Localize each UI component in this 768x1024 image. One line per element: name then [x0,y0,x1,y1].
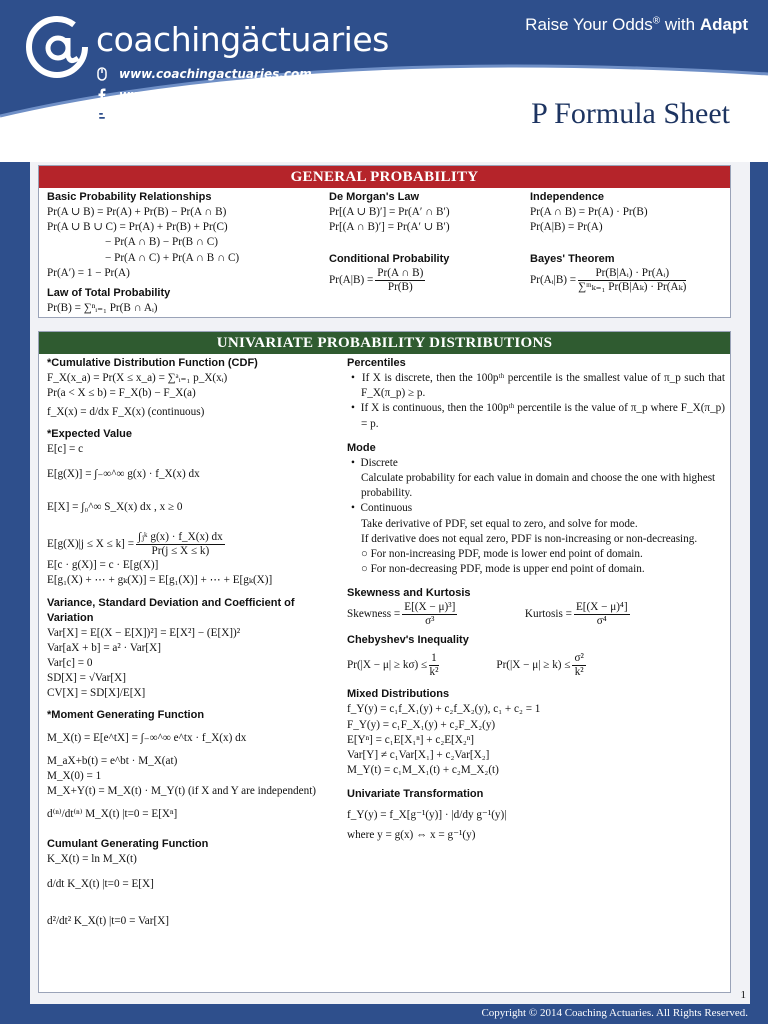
formula-line: Var[aX + b] = a² · Var[X] [47,641,161,654]
formula-line: Pr(B) = ∑ⁿᵢ₌₁ Pr(B ∩ Aᵢ) [47,302,158,315]
percentile-bullet: • If X is continuous, then the 100pᵗʰ percentile is the value of π_p where F_X(π_p) = p. [351,402,725,430]
formula-line: F_X(x_a) = Pr(X ≤ x_a) = ∑ᵃᵢ₌₁ p_X(xᵢ) [47,372,228,384]
formula-line: E[X] = ∫₀^∞ S_X(x) dx , x ≥ 0 [47,501,183,514]
left-band [0,162,30,1004]
formula-line: E[c] = c [47,442,84,455]
mode-bullet: • Discrete [351,456,398,469]
formula-line: K_X(t) = ln M_X(t) [47,852,137,865]
chebyshev-title: Chebyshev's Inequality [347,634,469,647]
mouse-icon [96,67,108,81]
footer-bar [0,1004,768,1024]
formula-line: F_Y(y) = c₁F_X₁(y) + c₂F_X₂(y) [347,718,496,731]
bayes-formula: Pr(Aᵢ|B) = $\frac{\text{Pr(B|Aᵢ) · Pr(Aᵢ)}}{\text{∑ᵐₖ₌₁ Pr(B|Aₖ) · Pr(Aₖ)}}$ [530,267,687,294]
formula-line: CV[X] = SD[X]/E[X] [47,687,146,700]
mode-text: If derivative does not equal zero, PDF is non-increasing or non-decreasing. [361,532,698,545]
formula-line: M_X(0) = 1 [47,770,102,783]
formula-line: Pr(A|B) = Pr(A) [530,221,603,234]
right-band [750,162,768,1004]
percentiles-title: Percentiles [347,357,406,369]
at-logo-icon [22,12,92,82]
page-title: P Formula Sheet [531,97,730,130]
general-probability-section [38,165,731,318]
facebook-link-text: www.facebook.com/coachingactuaries [119,87,378,102]
formula-line: − Pr(A ∩ B) − Pr(B ∩ C) [105,236,218,249]
variance-title: Variance, Standard Deviation and Coefficient of Variation [47,596,295,624]
independence-title: Independence [530,191,604,203]
conditional-formula: Pr(A|B) = $\frac{Pr(A \cap B)}{Pr(B)}$ [329,267,424,294]
skew-kurt-formulas: Skewness = $\frac{\text{E[(X − μ)³]}}{\text{σ³}}$ Kurtosis = $\frac{\text{E[(X − μ)⁴]}}{\text{σ⁴}}$ [347,601,628,628]
demorgan-column [329,188,524,294]
formula-line: f_X(x) = d/dx F_X(x) (continuous) [47,406,205,419]
mgf-title: *Moment Generating Function [47,708,205,721]
mode-text: Calculate probability for each value in domain and choose the one with highest probability. [361,472,716,500]
basic-probability-column [47,188,327,316]
formula-line: Var[c] = 0 [47,657,93,670]
bayes-title: Bayes' Theorem [530,253,615,266]
percentile-bullet: • If X is discrete, then the 100pᵗʰ percentile is the smallest value of π_p such that F_X(π_p) ≥ p. [351,372,725,400]
general-probability-heading: GENERAL PROBABILITY [39,166,730,188]
formula-line: Pr[(A ∩ B)′] = Pr(A′ ∪ B′) [329,221,450,234]
logo-text: coachingäctuaries [96,20,389,59]
independence-column [530,188,728,294]
cgf-title: Cumulant Generating Function [47,837,209,850]
formula-line: Pr(A ∪ B) = Pr(A) + Pr(B) − Pr(A ∩ B) [47,206,227,218]
demorgan-title: De Morgan's Law [329,191,420,203]
formula-line: f_Y(y) = c₁f_X₁(y) + c₂f_X₂(y), c₁ + c₂ = 1 [347,703,541,716]
conditional-expectation-formula: E[g(X)|j ≤ X ≤ k] = $\frac{\text{∫ⱼᵏ g(x) · f\_X(x) dx}}{Pr(j \le X \le k)}$ [47,531,223,558]
formula-line: E[c · g(X)] = c · E[g(X)] [47,559,159,572]
mode-sub-bullet: ○ For non-increasing PDF, mode is lower end point of domain. [361,548,643,561]
mode-text: Take derivative of PDF, set equal to zero, and solve for mode. [361,517,638,530]
basic-probability-title: Basic Probability Relationships [47,191,212,203]
website-link[interactable] [96,63,378,84]
formula-line: Pr(A ∩ B) = Pr(A) · Pr(B) [530,206,648,218]
copyright-text: Copyright © 2014 Coaching Actuaries. All Rights Reserved. [481,1007,748,1019]
skewness-title: Skewness and Kurtosis [347,587,471,600]
blog-link[interactable] [96,105,378,126]
formula-line: Pr(a < X ≤ b) = F_X(b) − F_X(a) [47,387,196,400]
contact-links [96,63,378,126]
formula-line: Pr[(A ∪ B)′] = Pr(A′ ∩ B′) [329,206,450,218]
formula-line: E[g₁(X) + ⋯ + gₖ(X)] = E[g₁(X)] + ⋯ + E[gₖ(X)] [47,574,273,587]
formula-line: where y = g(x) ⇔ x = g⁻¹(y) [347,828,476,841]
total-probability-title: Law of Total Probability [47,287,171,300]
website-link-text: www.coachingactuaries.com [119,66,312,81]
cdf-title: *Cumulative Distribution Function (CDF) [47,357,258,369]
formula-line: d⁽ⁿ⁾/dt⁽ⁿ⁾ M_X(t) |t=0 = E[Xⁿ] [47,808,178,821]
blogger-icon [96,109,108,123]
formula-line: d²/dt² K_X(t) |t=0 = Var[X] [47,915,170,928]
formula-line: Var[Y] ≠ c₁Var[X₁] + c₂Var[X₂] [347,749,490,762]
mixed-distributions-title: Mixed Distributions [347,688,450,701]
formula-line: E[Yⁿ] = c₁E[X₁ⁿ] + c₂E[X₂ⁿ] [347,733,475,746]
formula-line: M_Y(t) = c₁M_X₁(t) + c₂M_X₂(t) [347,764,499,777]
formula-line: − Pr(A ∩ C) + Pr(A ∩ B ∩ C) [105,251,240,264]
univariate-left-column [47,354,337,929]
facebook-link[interactable] [96,84,378,105]
formula-line: SD[X] = √Var[X] [47,672,126,685]
formula-line: Pr(A′) = 1 − Pr(A) [47,266,130,279]
formula-line: Var[X] = E[(X − E[X])²] = E[X²] − (E[X])² [47,626,241,639]
formula-line: M_aX+b(t) = e^bt · M_X(at) [47,754,178,767]
expected-value-title: *Expected Value [47,427,132,440]
formula-line: M_X+Y(t) = M_X(t) · M_Y(t) (if X and Y are independent) [47,785,317,798]
mode-sub-bullet: ○ For non-decreasing PDF, mode is upper end point of domain. [361,563,645,576]
formula-line: E[g(X)] = ∫₋∞^∞ g(x) · f_X(x) dx [47,467,200,480]
conditional-probability-title: Conditional Probability [329,253,450,266]
univariate-distributions-section [38,331,731,993]
mode-bullet: • Continuous [351,502,413,515]
page-number: 1 [740,989,746,1001]
univariate-right-column [347,354,725,843]
formula-line: Pr(A ∪ B ∪ C) = Pr(A) + Pr(B) + Pr(C) [47,221,228,234]
formula-line: f_Y(y) = f_X[g⁻¹(y)] · |d/dy g⁻¹(y)| [347,809,507,822]
chebyshev-formulas: Pr(|X − μ| ≥ kσ) ≤ $\frac{1}{\text{k²}}$ Pr(|X − μ| ≥ k) ≤ $\frac{\text{σ²}}{\text{k²}}$ [347,652,584,679]
tagline: Raise Your Odds® with Adapt [525,15,748,34]
formula-line: M_X(t) = E[e^tX] = ∫₋∞^∞ e^tx · f_X(x) dx [47,731,247,744]
mode-title: Mode [347,441,376,454]
transformation-title: Univariate Transformation [347,788,484,801]
formula-line: d/dt K_X(t) |t=0 = E[X] [47,877,154,890]
facebook-icon [96,88,108,102]
blog-link-text: blog.coachingactuaries.com [119,108,309,123]
univariate-heading: UNIVARIATE PROBABILITY DISTRIBUTIONS [39,332,730,354]
